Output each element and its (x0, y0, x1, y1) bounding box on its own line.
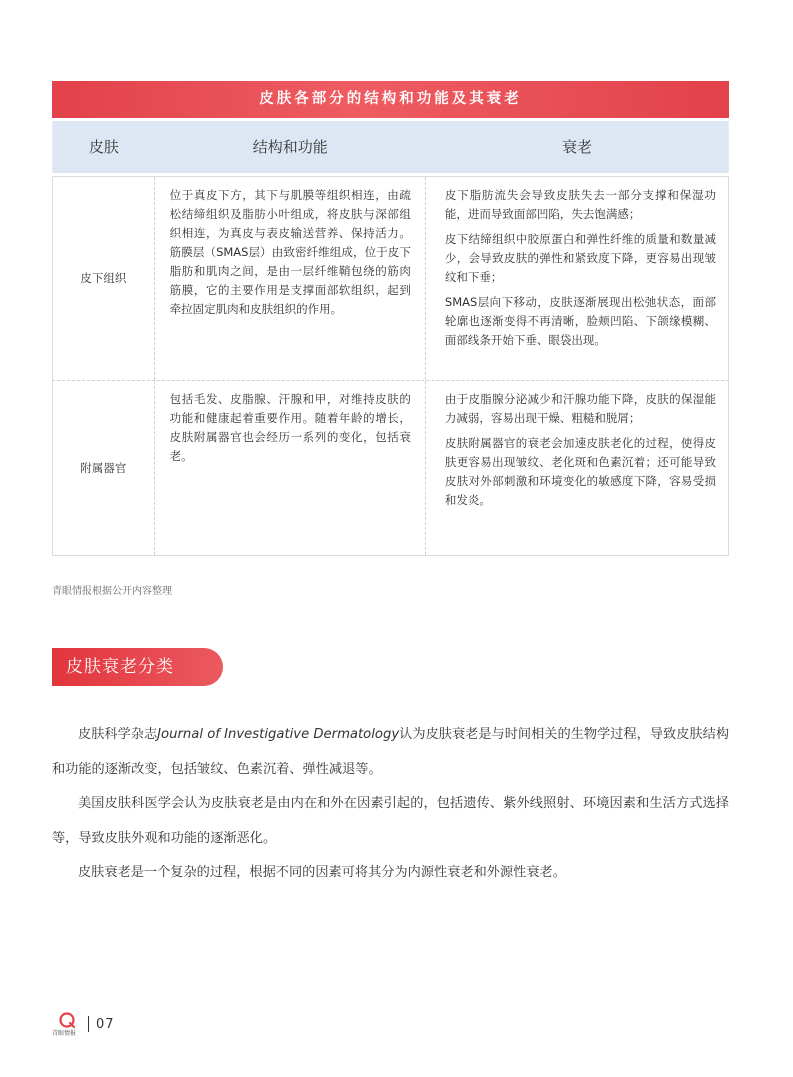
logo-text: 青眼情报 (52, 1030, 77, 1037)
row-function: 位于真皮下方，其下与肌膜等组织相连，由疏松结缔组织及脂肪小叶组成，将皮肤与深部组织相连，为真皮与表皮输送营养、保持活力。筋膜层（SMAS层）由致密纤维组成，位于皮下脂肪和肌肉之间，是由一层纤维鞘包绕的筋肉筋膜，它的主要作用是支撑面部软组织，起到牵拉固定肌肉和皮肤组织的作用。 (155, 177, 426, 380)
table-row (52, 381, 729, 556)
aging-item: SMAS层向下移动，皮肤逐渐展现出松弛状态，面部轮廓也逐渐变得不再清晰，脸颊凹陷、下颌缘模糊、面部线条开始下垂、眼袋出现。 (444, 295, 716, 347)
row-aging (426, 381, 728, 555)
aging-item: 皮下结缔组织中胶原蛋白和弹性纤维的质量和数量减少，会导致皮肤的弹性和紧致度下降，更容易出现皱纹和下垂； (444, 232, 716, 284)
row-label: 皮下组织 (53, 177, 155, 380)
paragraph: 美国皮肤科医学会认为皮肤衰老是由内在和外在因素引起的，包括遗传、紫外线照射、环境因素和生活方式选择等，导致皮肤外观和功能的逐渐恶化。 (52, 796, 729, 846)
table-row (52, 176, 729, 381)
aging-item: 皮肤附属器官的衰老会加速皮肤老化的过程，使得皮肤更容易出现皱纹、老化斑和色素沉着；还可能导致皮肤对外部刺激和环境变化的敏感度下降，容易受损和发炎。 (444, 436, 716, 507)
page-footer (52, 1011, 115, 1037)
aging-item: 皮下脂肪流失会导致皮肤失去一部分支撑和保湿功能，进而导致面部凹陷，失去饱满感； (444, 188, 716, 221)
page-number: 07 (96, 1016, 115, 1032)
paragraph: 皮肤衰老是一个复杂的过程，根据不同的因素可将其分为内源性衰老和外源性衰老。 (78, 865, 566, 880)
body-text (52, 718, 729, 891)
paragraph (52, 718, 729, 787)
table-title: 皮肤各部分的结构和功能及其衰老 (52, 81, 729, 118)
table-header-row (52, 121, 729, 173)
row-aging (426, 177, 728, 380)
aging-item: 由于皮脂腺分泌减少和汗腺功能下降，皮肤的保湿能力减弱，容易出现干燥、粗糙和脱屑； (444, 392, 716, 425)
journal-name: Journal of Investigative Dermatology (157, 727, 400, 742)
header-aging: 衰老 (561, 138, 592, 156)
skin-structure-table (52, 81, 729, 556)
paragraph-text: 皮肤科学杂志 (78, 727, 158, 742)
header-skin: 皮肤 (88, 138, 119, 156)
source-note: 青眼情报根据公开内容整理 (52, 586, 172, 597)
paragraph-text: 认为皮肤衰老是与时间相关的生物学过程，导致皮肤结构和功能的逐渐改变，包括皱纹、色素沉着、弹性减退等。 (52, 727, 730, 777)
row-label: 附属器官 (53, 381, 155, 555)
section-title: 皮肤衰老分类 (52, 648, 223, 686)
footer-divider (88, 1016, 89, 1032)
row-function: 包括毛发、皮脂腺、汗腺和甲，对维持皮肤的功能和健康起着重要作用。随着年龄的增长，皮肤附属器官也会经历一系列的变化，包括衰老。 (155, 381, 426, 555)
brand-logo (52, 1012, 82, 1036)
header-structure-function: 结构和功能 (252, 138, 328, 156)
